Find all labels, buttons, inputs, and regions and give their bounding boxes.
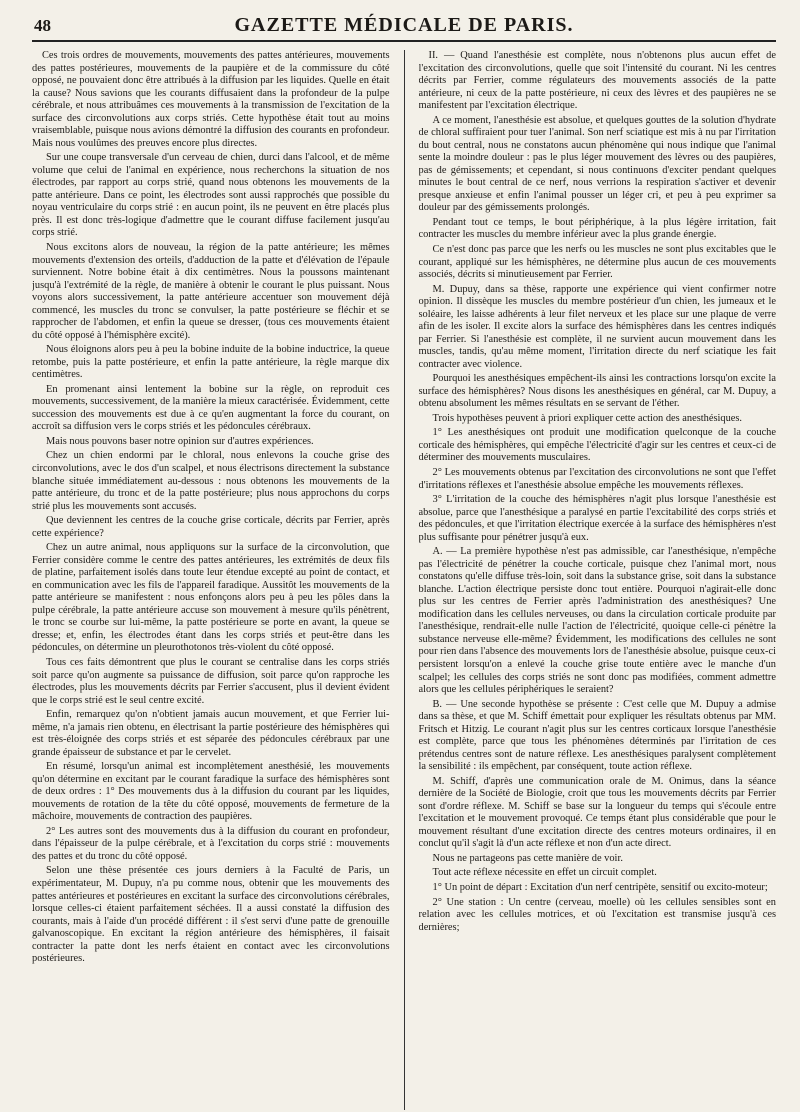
paragraph: Selon une thèse présentée ces jours derniers à la Faculté de Paris, un expérimentateur, M. Dupuy, n'a pu comme nous, obtenir que les mouvements des pattes antérieures et postérieures en excitant la surface des circonvolutions cérébrales, lorsque celles-ci étaient parfaitement séchées. Il a aussi constaté la diffusion des courants, mais à l'aide d'un procédé différent : il s'est servi d'une patte de grenouille galvanoscopique. En excitant la région antérieure des hémisphères, il faisait contracter la patte dont les nerfs étaient en contact avec les circonvolutions postérieures. bbox=[32, 865, 390, 965]
paragraph: Ces trois ordres de mouvements, mouvements des pattes antérieures, mouvements des pattes postérieures, mouvements de la paupière et de la commissure du côté opposé, ne pouvaient donc être attribués à la diffusion par les liquides. Quelle en était la cause? Nous savions que les courants diffusaient dans la profondeur de la pulpe cérébrale, et nous attribuâmes ces mouvements à la transmission de l'excitation de la surface des circonvolutions aux corps striés. Cette hypothèse était tout au moins vraisemblable, puisque nous avions démontré la diffusion des courants en profondeur. Mais nous voulûmes des preuves encore plus directes. bbox=[32, 50, 390, 149]
journal-title: GAZETTE MÉDICALE DE PARIS. bbox=[234, 14, 574, 36]
paragraph: 2° Une station : Un centre (cerveau, moelle) où les cellules sensibles sont en relation avec les cellules motrices, et où l'excitation est transmise jusqu'à ces dernières; bbox=[418, 896, 776, 933]
left-column bbox=[32, 50, 390, 1110]
paragraph: Pendant tout ce temps, le bout périphérique, à la plus légère irritation, fait contracter les muscles du membre inférieur avec la plus grande énergie. bbox=[418, 216, 776, 241]
paragraph: Ce n'est donc pas parce que les nerfs ou les muscles ne sont plus excitables que le courant, appliqué sur les hémisphères, ne détermine plus aucun de ces mouvements associés, décrits si minutieusement par Ferrier. bbox=[418, 243, 776, 281]
right-column bbox=[419, 50, 777, 1110]
paragraph: Nous excitons alors de nouveau, la région de la patte antérieure; les mêmes mouvements d'extension des orteils, d'adduction de la patte et d'élévation de l'épaule surviennent. Notre bobine était à dix centimètres. Nous la poussons maintenant jusqu'à l'extrémité de la règle, de manière à obtenir le courant le plus puissant. Nous voyons alors successivement, la patte antérieure accentuer son mouvement déjà commencé, les muscles du tronc se convulser, la patte postérieure se fléchir et se rapprocher de l'abdomen, et enfin la queue se dresser, (tous ces mouvements étaient du côté opposé à l'hémisphère excité). bbox=[32, 241, 390, 341]
paragraph: 1° Un point de départ : Excitation d'un nerf centripète, sensitif ou excito-moteur; bbox=[432, 882, 768, 893]
paragraph: Chez un chien endormi par le chloral, nous enlevons la couche grise des circonvolutions, avec le dos d'un scalpel, et nous électrisons directement la substance blanche située immédiatement au-dessous : nous obtenons les mouvements de la patte antérieure, du tronc et de la patte postérieure; plus nous approchons du corps strié plus les mouvements sont accusés. bbox=[32, 450, 390, 512]
paragraph: 1° Les anesthésiques ont produit une modification quelconque de la couche corticale des hémisphères, qui empêche l'électricité d'agir sur les centres et ceux-ci de déterminer des mouvements musculaires. bbox=[418, 427, 776, 464]
paragraph: Trois hypothèses peuvent à priori expliquer cette action des anesthésiques. bbox=[432, 412, 743, 424]
paragraph: B. — Une seconde hypothèse se présente : C'est celle que M. Dupuy a admise dans sa thèse, et que M. Schiff émettait pour expliquer les résultats obtenus par MM. Fritsch et Hitzig. Le courant n'agit plus sur les centres corticaux lorsque l'anesthésie est complète, parce que tous les phénomènes déterminés par l'irritation de ces prétendus centres sont de nature réflexe. Les anesthésiques paralysent complètement la sensibilité : ils empêchent, par conséquent, toute action réflexe. bbox=[418, 698, 776, 773]
paragraph: Nous éloignons alors peu à peu la bobine induite de la bobine inductrice, la queue retombe, puis la patte postérieure, et enfin la patte antérieure, la règle marque dix centimètres. bbox=[32, 344, 390, 381]
paragraph: Sur une coupe transversale d'un cerveau de chien, durci dans l'alcool, et de même volume que celui de l'animal en expérience, nous recherchons la situation de nos électrodes, par rapport au corps strié, quand nous obtenons les mouvements de la patte antérieure. Dans ce point, les électrodes sont aussi rapprochés que possible du noyau ventriculaire du corps strié : en aucun point, ils ne peuvent en être placés plus près. Il est donc très-logique d'admettre que le courant diffuse facilement jusqu'au corps strié. bbox=[32, 152, 390, 239]
paragraph: En résumé, lorsqu'un animal est incomplètement anesthésié, les mouvements qu'on détermine en excitant par le courant faradique la surface des hémisphères sont de deux ordres : 1° Des mouvements dus à la diffusion du courant par les liquides, mouvements de rotation de la tête du côté opposé, mouvements de fermeture de la mâchoire, mouvements de contraction des paupières. bbox=[32, 761, 390, 823]
column-divider bbox=[404, 50, 405, 1110]
paragraph: M. Dupuy, dans sa thèse, rapporte une expérience qui vient confirmer notre opinion. Il dissèque les muscles du membre postérieur d'un chien, les jumeaux et le soléaire, les laisse adhérents à leur filet nerveux et les place sur une plaque de verre afin de les isoler. Il excite alors la surface des hémisphères dans les centres indiqués par Ferrier. Si l'anesthésie est complète, il ne survient aucun mouvement dans les muscles, tandis, qu'au même moment, l'irritation directe du nerf sciatique les fait contracter avec violence. bbox=[418, 283, 776, 370]
paragraph: Mais nous pouvons baser notre opinion sur d'autres expériences. bbox=[46, 435, 314, 447]
paragraph: Chez un autre animal, nous appliquons sur la surface de la circonvolution, que Ferrier considère comme le centre des pattes antérieures, les extrémités de deux fils de platine, parfaitement isolés dans toute leur étendue excepté au point de contact, et en communication avec les fils de l'appareil faradique. Aussitôt les mouvements de la patte antérieure se manifestent : nous enfonçons alors peu à peu les pôles dans la pulpe cérébrale, la patte antérieure accuse son mouvement à mesure qu'ils pénètrent, le tronc se courbe sur lui-même, la patte postérieure se porte en avant, la queue se dresse; et, enfin, les électrodes étant dans les corps striés et peut-être dans les pédoncules, on détermine un pleurothotonos très-violent du côté opposé. bbox=[32, 542, 390, 654]
paragraph: En promenant ainsi lentement la bobine sur la règle, on reproduit ces mouvements, successivement, de la manière la mieux caractérisée. Évidemment, cette succession des mouvements est due à ce qu'en augmentant la force du courant, on accroît sa diffusion vers le corps striés et les pédoncules cérébraux. bbox=[32, 383, 390, 433]
paragraph: Tout acte réflexe nécessite en effet un circuit complet. bbox=[432, 867, 657, 879]
page-number: 48 bbox=[34, 16, 51, 35]
paragraph: Pourquoi les anesthésiques empêchent-ils ainsi les contractions lorsqu'on excite la surface des hémisphères? Nous disons les anesthésiques en général, car M. Dupuy, a obtenu absolument les mêmes résultats en se servant de l'éther. bbox=[418, 373, 776, 410]
paragraph: 2° Les autres sont des mouvements dus à la diffusion du courant en profondeur, dans l'épaisseur de la pulpe cérébrale, et à l'excitation du corps strié : mouvements des pattes et du tronc du côté opposé. bbox=[32, 825, 390, 862]
paragraph: Nous ne partageons pas cette manière de voir. bbox=[432, 852, 623, 864]
paragraph: Enfin, remarquez qu'on n'obtient jamais aucun mouvement, et que Ferrier lui-même, n'a jamais rien obtenu, en électrisant la partie postérieure des hémisphères qui est très-éloignée des corps striés et est séparée des pédoncules cérébraux par une grande épaisseur de substance et par le cervelet. bbox=[32, 709, 390, 758]
paragraph: 2° Les mouvements obtenus par l'excitation des circonvolutions ne sont que l'effet d'irritations réflexes et l'anesthésie absolue empêche les mouvements réflexes. bbox=[418, 467, 776, 491]
paragraph: M. Schiff, d'après une communication orale de M. Onimus, dans la séance dernière de la Société de Biologie, croit que tous les mouvements décrits par Ferrier sont d'ordre réflexe. M. Schiff se base sur la longueur du temps qui s'écoule entre l'excitation et le mouvement provoqué. Ce temps étant plus considérable que pour le mouvement résultant d'une excitation directe des centres moteurs ordinaires, il en conclut qu'il s'agit là d'un acte réflexe et non d'un acte direct. bbox=[418, 775, 776, 850]
paragraph: A ce moment, l'anesthésie est absolue, et quelques gouttes de la solution d'hydrate de chloral suffiraient pour tuer l'animal. Son nerf sciatique est mis à nu par l'irritation du bout central, nous ne constatons aucun phénomène qui nous indique que l'animal sente la moindre douleur : pas le plus léger mouvement des lèvres ou des paupières, pas de gémissements; et cependant, si nous continuons d'exciter pendant quelques minutes le bout central de ce nerf, nous verrions la respiration s'activer et devenir presque anxieuse et enfin l'animal pousser un léger cri, et peu à peu exprimer sa douleur par des gémissements prolongés. bbox=[418, 114, 776, 214]
paragraph: 3° L'irritation de la couche des hémisphères n'agit plus lorsque l'anesthésie est absolue, parce que l'anesthésique a paralysé en partie l'excitabilité des corps striés et des pédoncules, et que l'irritation électrique exercée à la surface des hémisphères n'est plus suffisante pour pénétrer jusqu'à eux. bbox=[418, 494, 776, 543]
paragraph: Tous ces faits démontrent que plus le courant se centralise dans les corps striés soit parce qu'on augmente sa puissance de diffusion, soit parce qu'on rapproche les électrodes, plus les mouvements décrits par Ferrier s'accusent, plus il devient évident que le corps strié est le seul centre excité. bbox=[32, 656, 390, 706]
paragraph: II. — Quand l'anesthésie est complète, nous n'obtenons plus aucun effet de l'excitation des circonvolutions, quelle que soit l'intensité du courant. Ni les centres décrits par Ferrier, comme régulateurs des mouvements associés de la patte antérieure, ni ceux de la patte postérieure, ni ceux des lèvres et des paupières ne se manifestent par l'excitation électrique. bbox=[418, 50, 776, 112]
paragraph: Que deviennent les centres de la couche grise corticale, décrits par Ferrier, après cette expérience? bbox=[32, 515, 390, 539]
paragraph: A. — La première hypothèse n'est pas admissible, car l'anesthésique, n'empêche pas l'électricité de pénétrer la couche corticale, puisque chez l'animal mort, nous constatons qu'elle diffuse très-loin, soit dans la substance grise, soit dans la substance blanche. L'action électrique persiste donc tout entière. Pourquoi n'agirait-elle donc plus sur les centres de Ferrier après l'administration des anesthésiques? Une modification dans les cellules nerveuses, ou dans la circulation corticale produite par l'anesthésique, rendrait-elle nulle l'action de l'électricité, quoique celle-ci pénètre la substance nerveuse elle-même? Évidemment, les modifications des cellules ne sont pour rien dans l'absence des mouvements lors de l'anesthésie absolue, puisque ceux-ci persistent lorsqu'on a enlevé la couche grise toute entière avec le manche d'un scalpel; les cellules des corps striés ne sont donc pas modifiées, comment admettre alors que les cellules périphériques le seraient? bbox=[418, 546, 776, 696]
text-columns bbox=[32, 50, 776, 1110]
page-header bbox=[32, 8, 776, 42]
